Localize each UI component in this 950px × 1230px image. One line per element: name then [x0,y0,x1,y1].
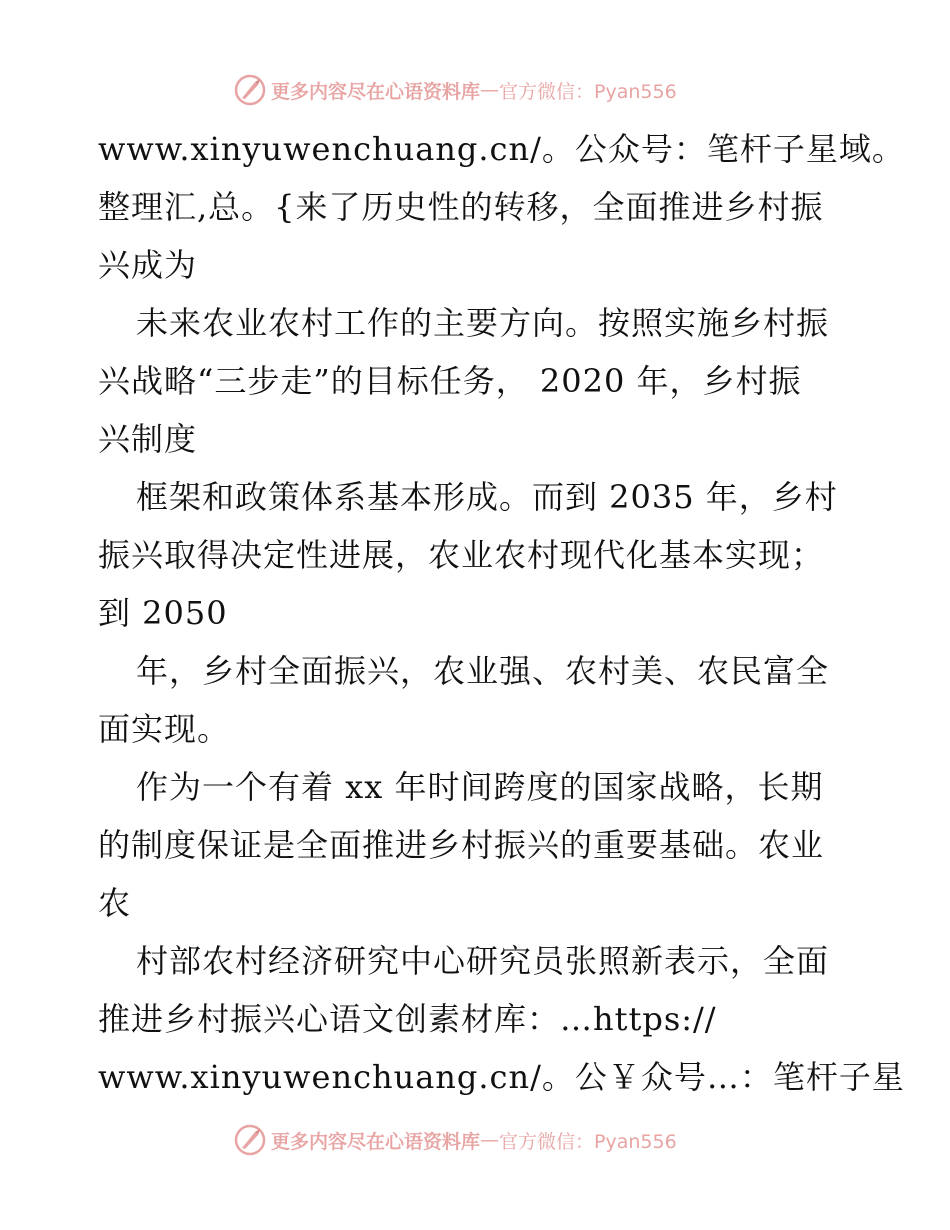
footer-watermark [233,1120,677,1160]
text-line: www.xinyuwenchuang.cn/。公众号：笔杆子星域。 [98,130,905,168]
watermark-separator: — [480,1129,500,1151]
feather-pen-icon [233,1123,267,1157]
text-line: 到 2050 [98,594,228,632]
text-line: 兴成为 [98,246,198,284]
text-line: 农 [98,884,132,922]
text-line: 村部农村经济研究中心研究员张照新表示，全面 [136,942,830,980]
header-watermark [233,70,677,110]
watermark-separator: — [480,79,500,101]
text-line: 作为一个有着 xx 年时间跨度的国家战略，长期 [136,768,824,806]
text-line: 未来农业农村工作的主要方向。按照实施乡村振 [136,304,830,342]
text-line: 整理汇,总。{来了历史性的转移，全面推进乡村振 [98,188,824,226]
text-line: 兴制度 [98,420,198,458]
watermark-title: 更多内容尽在心语资料库 [271,1130,481,1153]
text-line: 推进乡村振兴心语文创素材库：…https:// [98,1000,717,1038]
watermark-subtitle: 官方微信：Pyan556 [499,1130,677,1153]
text-line: 年，乡村全面振兴，农业强、农村美、农民富全 [136,652,830,690]
text-line: www.xinyuwenchuang.cn/。公￥众号…：笔杆子星 [98,1058,905,1096]
text-line: 面实现。 [98,710,231,748]
document-body [98,120,905,1106]
watermark-title: 更多内容尽在心语资料库 [271,80,481,103]
text-line: 框架和政策体系基本形成。而到 2035 年，乡村 [136,478,838,516]
text-line: 振兴取得决定性进展，农业农村现代化基本实现； [98,536,825,574]
text-line: 的制度保证是全面推进乡村振兴的重要基础。农业 [98,826,825,864]
text-line: 兴战略“三步走”的目标任务， 2020 年，乡村振 [98,362,802,400]
watermark-subtitle: 官方微信：Pyan556 [499,80,677,103]
feather-pen-icon [233,73,267,107]
